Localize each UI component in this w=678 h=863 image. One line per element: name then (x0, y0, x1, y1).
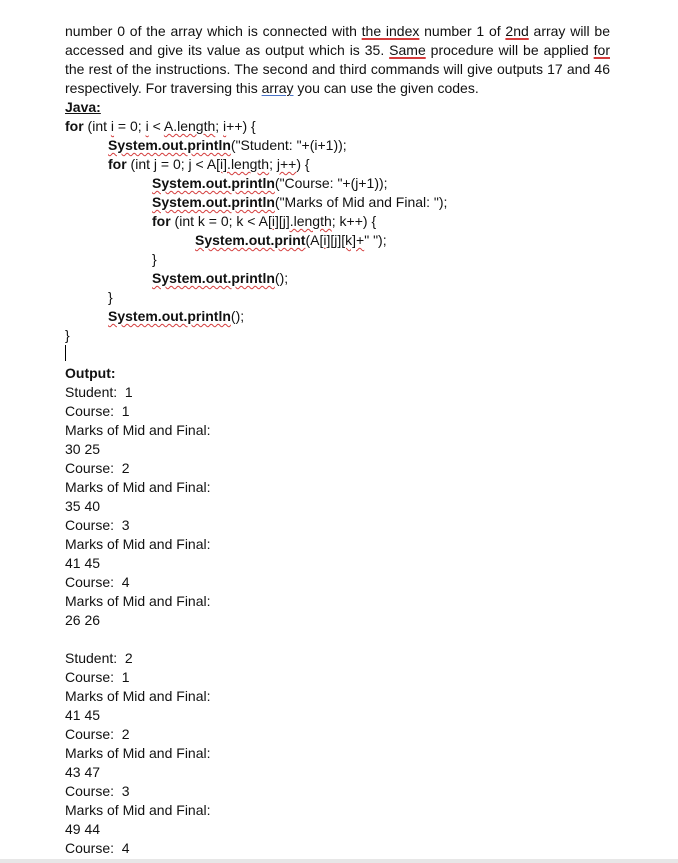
intro-text-3: array will be accessed and give its value as output which is 35. (65, 23, 610, 58)
code-text: " "); (364, 232, 387, 248)
output-line: Course: 2 (65, 726, 130, 742)
spell-flag-a-length[interactable]: A.length (163, 118, 216, 134)
output-line: Marks of Mid and Final: (65, 479, 211, 495)
code-text: (); (230, 308, 245, 324)
output-line: Course: 2 (65, 460, 130, 476)
code-text: ; k++) { (331, 213, 377, 229)
keyword-for: for (152, 213, 171, 229)
intro-text-6: you can use the given codes. (293, 80, 479, 96)
output-line: Marks of Mid and Final: (65, 802, 211, 818)
output-line: Marks of Mid and Final: (65, 536, 211, 552)
code-text: ; (215, 118, 224, 134)
output-line: Course: 1 (65, 403, 130, 419)
grammar-flag-the-index[interactable]: the index (361, 23, 420, 39)
code-text: (int k = 0; k < A (170, 213, 268, 229)
code-line-println-inner (152, 269, 288, 288)
output-line: 35 40 (65, 498, 101, 514)
output-line: Marks of Mid and Final: (65, 593, 211, 609)
output-line: Course: 1 (65, 669, 130, 685)
code-line-print-value (195, 231, 387, 250)
code-text: (int (83, 118, 111, 134)
output-heading: Output: (65, 365, 116, 381)
output-line: Course: 3 (65, 517, 130, 533)
code-line-print-student (108, 136, 347, 155)
output-line: 26 26 (65, 612, 101, 628)
output-line: Course: 3 (65, 783, 130, 799)
output-line: 49 44 (65, 821, 101, 837)
intro-text-4: procedure will be applied (425, 42, 594, 58)
page-bottom-edge (0, 859, 678, 863)
output-line: Course: 4 (65, 574, 130, 590)
code-close-inner-brace: } (152, 251, 157, 267)
text-cursor (65, 345, 66, 361)
spell-flag-index[interactable]: [i][j].length (267, 213, 332, 229)
intro-text-1: number 0 of the array which is connected with (65, 23, 362, 39)
output-line: 41 45 (65, 555, 101, 571)
keyword-for: for (65, 118, 84, 134)
code-text: ; (269, 156, 277, 172)
code-text: (A (305, 232, 320, 248)
code-text: < (148, 118, 164, 134)
method-call[interactable]: System.out.println (152, 194, 275, 210)
code-close-middle-brace: } (108, 289, 113, 305)
code-text: ++) { (226, 118, 256, 134)
output-line: Marks of Mid and Final: (65, 688, 211, 704)
spell-flag-index[interactable]: [i].length (216, 156, 270, 172)
intro-text-5: the rest of the instructions. The second and third commands will give outputs 17 and 46 respectively. For traversing this (65, 61, 610, 96)
code-text: (int j = 0; j < A (126, 156, 217, 172)
method-call[interactable]: System.out.println (152, 175, 275, 191)
output-line: Student: 2 (65, 650, 133, 666)
output-line: Course: 4 (65, 840, 130, 856)
code-line-outer-for (65, 117, 256, 136)
output-line: Marks of Mid and Final: (65, 745, 211, 761)
code-line-middle-for (108, 155, 310, 174)
code-text: ("Course: "+(j+1)); (274, 175, 388, 191)
grammar-flag-array[interactable]: array (261, 80, 294, 96)
output-line: 41 45 (65, 707, 101, 723)
output-line: Marks of Mid and Final: (65, 422, 211, 438)
code-text: ("Marks of Mid and Final: "); (274, 194, 448, 210)
code-line-println-outer (108, 307, 244, 326)
code-text: ("Student: "+(i+1)); (230, 137, 347, 153)
grammar-flag-same[interactable]: Same (389, 42, 426, 58)
intro-paragraph (65, 22, 610, 98)
grammar-flag-2nd[interactable]: 2nd (505, 23, 529, 39)
output-line: 43 47 (65, 764, 101, 780)
keyword-for: for (108, 156, 127, 172)
method-call[interactable]: System.out.print (195, 232, 306, 248)
spell-flag-j[interactable]: j++ (276, 156, 297, 172)
code-line-print-marks (152, 193, 447, 212)
method-call[interactable]: System.out.println (152, 270, 275, 286)
code-close-outer-brace: } (65, 327, 70, 343)
grammar-flag-for[interactable]: for (593, 42, 610, 58)
spell-flag-index[interactable]: [i][j][k]+ (319, 232, 365, 248)
code-text: (); (274, 270, 289, 286)
spell-flag-i[interactable]: i (145, 118, 149, 134)
method-call[interactable]: System.out.println (108, 137, 231, 153)
output-line: Student: 1 (65, 384, 133, 400)
code-line-print-course (152, 174, 388, 193)
spell-flag-i[interactable]: i (110, 118, 115, 134)
spell-flag-i[interactable]: i (223, 118, 227, 134)
code-line-inner-for (152, 212, 376, 231)
method-call[interactable]: System.out.println (108, 308, 231, 324)
output-line: 30 25 (65, 441, 101, 457)
intro-text-2: number 1 of (419, 23, 506, 39)
java-heading: Java: (65, 99, 101, 115)
code-text: ) { (296, 156, 310, 172)
code-text: = 0; (114, 118, 146, 134)
